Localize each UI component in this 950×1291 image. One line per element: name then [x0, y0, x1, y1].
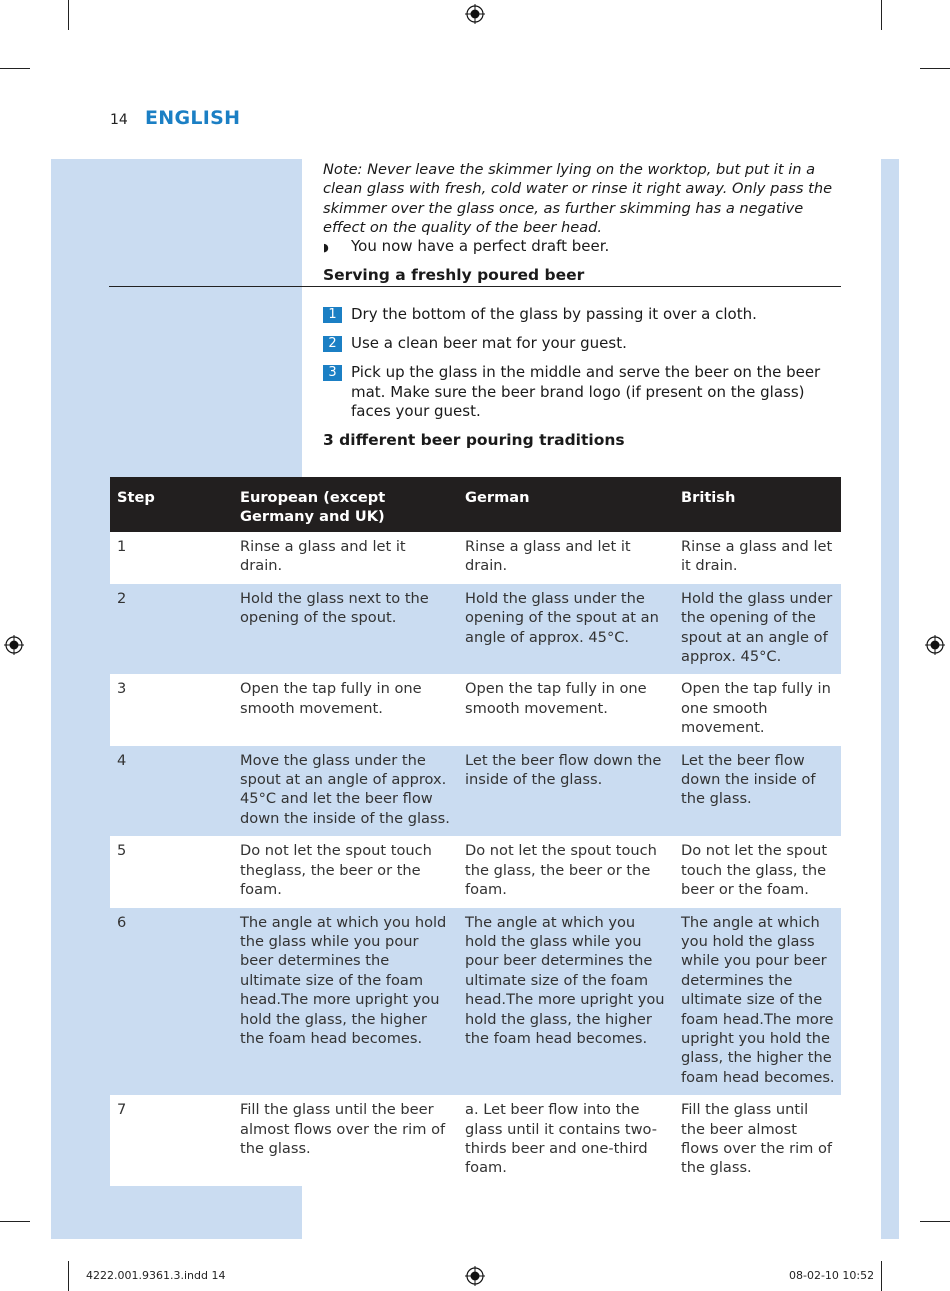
crop-mark: [881, 1261, 882, 1291]
table-row: [110, 532, 841, 584]
table-cell: Rinse a glass and let it drain.: [674, 532, 841, 584]
table-cell: 4: [110, 746, 233, 837]
registration-mark-icon: [925, 635, 945, 655]
crop-mark: [68, 0, 69, 30]
table-header-row: [110, 477, 841, 532]
table-row: [110, 836, 841, 907]
crop-mark: [0, 1221, 30, 1222]
step-text: Dry the bottom of the glass by passing it over a cloth.: [351, 305, 757, 323]
note-text: Note: Never leave the skimmer lying on the worktop, but put it in a clean glass with fresh, cold water or rinse it right away. Only pass the skimmer over the glass once, as further skimming has a negative effect on the quality of the beer head.: [323, 161, 833, 236]
crop-mark: [68, 1261, 69, 1291]
table-cell: Hold the glass under the opening of the spout at an angle of approx. 45°C.: [674, 584, 841, 675]
registration-mark-icon: [4, 635, 24, 655]
crop-mark: [881, 0, 882, 30]
table-cell: Fill the glass until the beer almost flows over the rim of the glass.: [674, 1095, 841, 1186]
result-line: [323, 237, 843, 258]
table-cell: The angle at which you hold the glass while you pour beer determines the ultimate size of the foam head.The more upright you hold the glass, the higher the foam head becomes.: [458, 908, 674, 1096]
step-text: Pick up the glass in the middle and serve the beer on the beer mat. Make sure the beer brand logo (if present on the glass) faces your guest.: [351, 363, 821, 420]
table-cell: The angle at which you hold the glass while you pour beer determines the ultimate size of the foam head.The more upright you hold the glass, the higher the foam head becomes.: [233, 908, 458, 1096]
step-number-badge: 2: [323, 336, 342, 352]
table-cell: Rinse a glass and let it drain.: [458, 532, 674, 584]
language-heading: ENGLISH: [145, 107, 241, 129]
section-heading-serving: Serving a freshly poured beer: [323, 266, 585, 284]
column-header: European (except Germany and UK): [233, 477, 458, 532]
table-cell: Open the tap fully in one smooth movement.: [674, 674, 841, 745]
table-row: [110, 746, 841, 837]
table-cell: The angle at which you hold the glass while you pour beer determines the ultimate size of the foam head.The more upright you hold the glass, the higher the foam head becomes.: [674, 908, 841, 1096]
table-cell: Do not let the spout touch the glass, the beer or the foam.: [674, 836, 841, 907]
crop-mark: [920, 1221, 950, 1222]
result-text: You now have a perfect draft beer.: [351, 237, 610, 255]
table-cell: Hold the glass under the opening of the spout at an angle of approx. 45°C.: [458, 584, 674, 675]
table-cell: 7: [110, 1095, 233, 1186]
page-number: 14: [110, 112, 128, 128]
table-cell: Let the beer flow down the inside of the glass.: [674, 746, 841, 837]
table-cell: Rinse a glass and let it drain.: [233, 532, 458, 584]
table-cell: Do not let the spout touch the glass, the beer or the foam.: [458, 836, 674, 907]
result-bullet-icon: ◗: [323, 241, 329, 254]
step-item: [323, 305, 843, 325]
table-cell: Hold the glass next to the opening of the spout.: [233, 584, 458, 675]
column-header: British: [674, 477, 841, 532]
column-header: German: [458, 477, 674, 532]
table-cell: 6: [110, 908, 233, 1096]
table-cell: 5: [110, 836, 233, 907]
table-cell: Move the glass under the spout at an angle of approx. 45°C and let the beer flow down the inside of the glass.: [233, 746, 458, 837]
table-cell: Open the tap fully in one smooth movement.: [233, 674, 458, 745]
step-item: [323, 363, 843, 422]
step-number-badge: 3: [323, 365, 342, 381]
step-text: Use a clean beer mat for your guest.: [351, 334, 627, 352]
footer-file-info: 4222.001.9361.3.indd 14: [86, 1269, 226, 1282]
crop-mark: [0, 68, 30, 69]
step-number-badge: 1: [323, 307, 342, 323]
registration-mark-icon: [465, 4, 485, 24]
pouring-traditions-table: [110, 477, 841, 1186]
table-row: [110, 1095, 841, 1186]
crop-mark: [920, 68, 950, 69]
table-cell: 1: [110, 532, 233, 584]
table-row: [110, 908, 841, 1096]
section-heading-traditions: 3 different beer pouring traditions: [323, 431, 625, 449]
table-cell: Do not let the spout touch theglass, the beer or the foam.: [233, 836, 458, 907]
table-row: [110, 674, 841, 745]
footer-timestamp: 08-02-10 10:52: [789, 1269, 875, 1282]
section-divider: [109, 286, 841, 287]
table-cell: Fill the glass until the beer almost flows over the rim of the glass.: [233, 1095, 458, 1186]
column-header: Step: [110, 477, 233, 532]
table-cell: a. Let beer flow into the glass until it contains two-thirds beer and one-third foam.: [458, 1095, 674, 1186]
table-row: [110, 584, 841, 675]
table-cell: 3: [110, 674, 233, 745]
registration-mark-icon: [465, 1266, 485, 1286]
table-cell: Let the beer flow down the inside of the glass.: [458, 746, 674, 837]
table-cell: Open the tap fully in one smooth movement.: [458, 674, 674, 745]
step-item: [323, 334, 843, 354]
right-margin-panel: [881, 159, 899, 1239]
table-cell: 2: [110, 584, 233, 675]
